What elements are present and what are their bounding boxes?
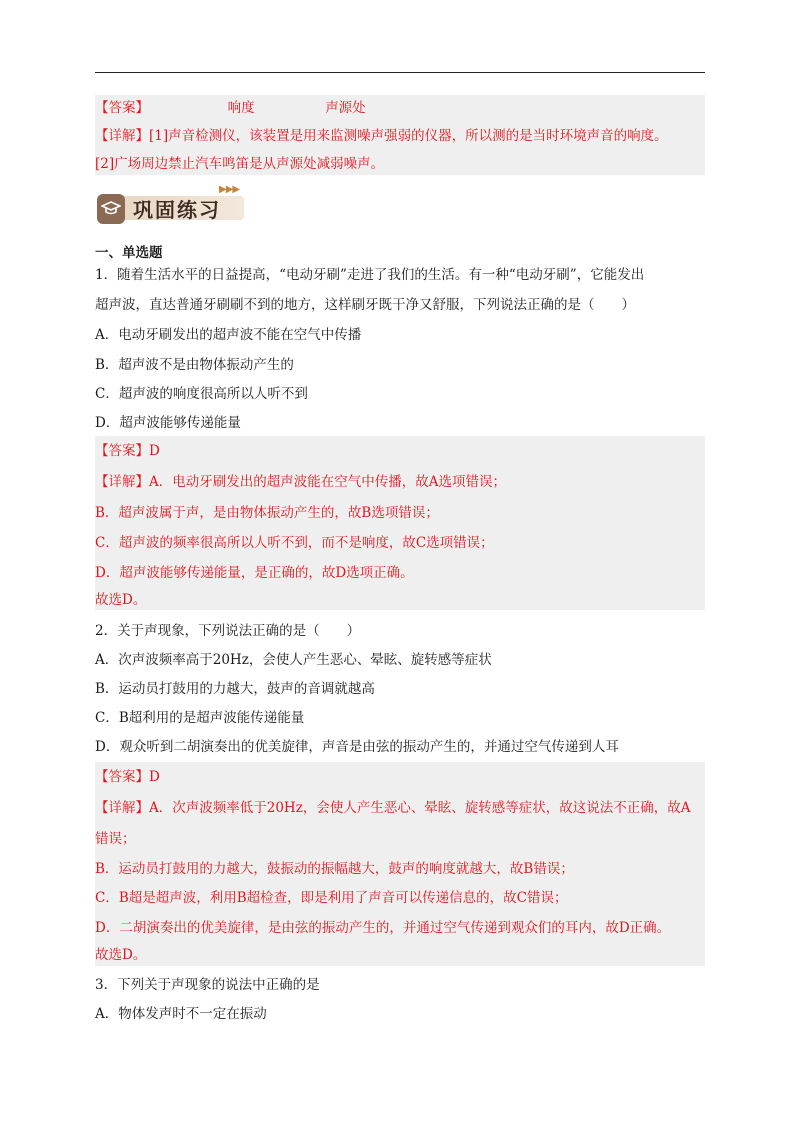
q2-detail-line-3: B．运动员打鼓用的力越大，鼓振动的振幅越大，鼓声的响度就越大，故B错误； (95, 861, 574, 877)
answer-label: 【答案】 (95, 100, 149, 116)
q2-option-d: D．观众听到二胡演奏出的优美旋律，声音是由弦的振动产生的，并通过空气传递到人耳 (95, 739, 619, 755)
q2-detail-line-5: D．二胡演奏出的优美旋律，是由弦的振动产生的，并通过空气传递到观众们的耳内，故D正确。 (95, 920, 671, 936)
q1-detail-line-5: 故选D。 (95, 592, 147, 608)
q2-detail-label: 【详解】 (95, 800, 149, 816)
q2-detail-line-1 (95, 799, 691, 817)
q1-detail-line-1 (95, 473, 506, 491)
answer-blank-1: 响度 (227, 100, 255, 116)
q2-option-c: C．B超利用的是超声波能传递能量 (95, 710, 305, 726)
q2-answer: 【答案】D (95, 769, 160, 785)
answer-blank-2: 声源处 (325, 100, 366, 116)
header-rule (95, 72, 705, 73)
q2-detail-text-1: A．次声波频率低于20Hz，会使人产生恶心、晕眩、旋转感等症状，故这说法不正确，故A (149, 800, 691, 816)
q1-option-a: A．电动牙刷发出的超声波不能在空气中传播 (95, 327, 362, 343)
q1-stem-line-1: 1．随着生活水平的日益提高，“电动牙刷”走进了我们的生活。有一种“电动牙刷”，它能发出 (95, 267, 645, 283)
q2-option-a: A．次声波频率高于20Hz，会使人产生恶心、晕眩、旋转感等症状 (95, 652, 492, 668)
q1-detail-line-3: C．超声波的频率很高所以人听不到，而不是响度，故C选项错误； (95, 535, 494, 551)
q1-option-b: B．超声波不是由物体振动产生的 (95, 357, 294, 373)
banner-title: 巩固练习 (133, 198, 221, 222)
practice-banner (97, 184, 247, 228)
q3-stem: 3．下列关于声现象的说法中正确的是 (95, 977, 320, 993)
q2-detail-line-4: C．B超是超声波，利用B超检查，即是利用了声音可以传递信息的，故C错误； (95, 890, 568, 906)
banner-arrows-icon: ▶▶▶ (219, 184, 240, 195)
q1-detail-line-4: D．超声波能够传递能量，是正确的，故D选项正确。 (95, 565, 414, 581)
q2-stem: 2．关于声现象，下列说法正确的是（ ） (95, 623, 361, 639)
q1-option-d: D．超声波能够传递能量 (95, 415, 241, 431)
answer-line (95, 99, 366, 117)
q1-answer-box (95, 436, 705, 610)
answer-box-previous (95, 95, 705, 175)
q1-answer: 【答案】D (95, 443, 160, 459)
q1-detail-text-1: A．电动牙刷发出的超声波能在空气中传播，故A选项错误； (149, 474, 506, 490)
q2-option-b: B．运动员打鼓用的力越大，鼓声的音调就越高 (95, 681, 375, 697)
graduation-cap-icon (97, 194, 125, 224)
q1-detail-line-2: B．超声波属于声，是由物体振动产生的，故B选项错误； (95, 505, 439, 521)
q1-stem-line-2: 超声波，直达普通牙刷刷不到的地方，这样刷牙既干净又舒服，下列说法正确的是（ ） (95, 297, 635, 313)
detail-text-1: [1]声音检测仪，该装置是用来监测噪声强弱的仪器，所以测的是当时环境声音的响度。 (149, 128, 668, 144)
detail-line-2: [2]广场周边禁止汽车鸣笛是从声源处减弱噪声。 (95, 156, 385, 172)
q2-detail-line-2: 错误； (95, 831, 136, 847)
q1-detail-label: 【详解】 (95, 474, 149, 490)
q3-option-a: A．物体发声时不一定在振动 (95, 1006, 267, 1022)
section-title: 一、单选题 (95, 245, 163, 261)
q1-option-c: C．超声波的响度很高所以人听不到 (95, 386, 308, 402)
q2-detail-line-6: 故选D。 (95, 947, 147, 963)
detail-label: 【详解】 (95, 128, 149, 144)
detail-line-1 (95, 127, 668, 145)
q2-answer-box (95, 762, 705, 966)
